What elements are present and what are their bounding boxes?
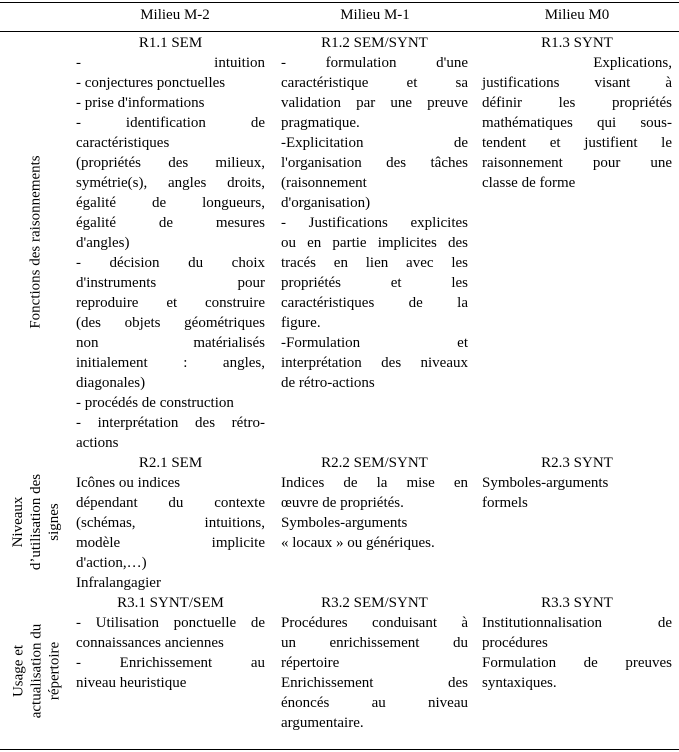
cell-line: argumentaire.: [281, 715, 364, 731]
cell-line: définir les propriétés: [482, 95, 672, 111]
cell-r1-3: [482, 33, 672, 193]
cell-line: un enrichissement du: [281, 635, 468, 651]
cell-line: syntaxiques.: [482, 675, 557, 691]
cell-line: mathématiques qui sous-: [482, 115, 672, 131]
cell-line: tendent et justifient le: [482, 135, 672, 151]
cell-title: R1.3 SYNT: [541, 35, 613, 51]
cell-line: - intuition: [76, 55, 265, 71]
cell-r1-2: [281, 33, 468, 393]
cell-line: caractéristique et sa: [281, 75, 468, 91]
cell-line: justifications visant à: [482, 75, 672, 91]
cell-line: tracés en lien avec les: [281, 255, 468, 271]
cell-line: raisonnement pour une: [482, 155, 672, 171]
cell-line: - conjectures ponctuelles: [76, 75, 226, 91]
column-header-milieu-m-1: Milieu M-1: [340, 7, 410, 23]
cell-line: d'instruments pour: [76, 275, 265, 291]
cell-line: figure.: [281, 315, 321, 331]
row-label-line: Niveaux: [10, 496, 26, 548]
cell-line: d'organisation): [281, 195, 371, 211]
cell-line: reproduire et construire: [76, 295, 265, 311]
row-label-line: actualisation du: [28, 623, 44, 718]
cell-line: - Enrichissement au: [76, 655, 265, 671]
cell-r3-1: [76, 593, 265, 693]
column-header-milieu-m-2: Milieu M-2: [140, 7, 210, 23]
cell-line: -Formulation et: [281, 335, 468, 351]
cell-line: Enrichissement des: [281, 675, 468, 691]
cell-r2-1: [76, 453, 265, 593]
cell-line: égalité de longueurs,: [76, 195, 265, 211]
row-label-line: d’utilisation des: [28, 473, 44, 571]
table-top-rule: [0, 2, 679, 3]
cell-line: œuvre de propriétés.: [281, 495, 404, 511]
cell-line: Symboles-arguments: [482, 475, 609, 491]
cell-line: Formulation de preuves: [482, 655, 672, 671]
cell-line: de rétro-actions: [281, 375, 375, 391]
row-label-line: Fonctions des raisonnements: [28, 155, 45, 329]
cell-line: répertoire: [281, 655, 340, 671]
cell-r2-2: [281, 453, 468, 553]
cell-line: propriétés et les: [281, 275, 468, 291]
cell-line: - procédés de construction: [76, 395, 234, 411]
cell-line: « locaux » ou génériques.: [281, 535, 435, 551]
cell-line: niveau heuristique: [76, 675, 187, 691]
cell-line: énoncés au niveau: [281, 695, 468, 711]
cell-line: actions: [76, 435, 119, 451]
cell-line: -Explicitation de: [281, 135, 468, 151]
cell-line: (des objets géométriques: [76, 315, 265, 331]
cell-title: R2.2 SEM/SYNT: [321, 455, 428, 471]
cell-title: R3.1 SYNT/SEM: [117, 595, 224, 611]
row-label-line: signes: [46, 503, 62, 541]
cell-line: pragmatique.: [281, 115, 360, 131]
cell-line: - Justifications explicites: [281, 215, 468, 231]
cell-r1-1: [76, 33, 265, 453]
row-label-line: répertoire: [46, 641, 62, 700]
cell-title: R1.2 SEM/SYNT: [321, 35, 428, 51]
cell-title: R1.1 SEM: [138, 35, 203, 51]
cell-line: caractéristiques: [76, 135, 170, 151]
cell-line: - identification de: [76, 115, 265, 131]
cell-line: Infralangagier: [76, 575, 161, 591]
row-label-fonctions: [0, 33, 72, 451]
cell-line: Institutionnalisation de: [482, 615, 672, 631]
cell-line: non matérialisés: [76, 335, 265, 351]
cell-line: égalité de mesures: [76, 215, 265, 231]
cell-title: R3.3 SYNT: [541, 595, 613, 611]
cell-line: l'organisation des tâches: [281, 155, 468, 171]
cell-title: R2.3 SYNT: [541, 455, 613, 471]
cell-line: validation par une preuve: [281, 95, 468, 111]
cell-line: initialement : angles,: [76, 355, 265, 371]
cell-line: - formulation d'une: [281, 55, 468, 71]
cell-line: - décision du choix: [76, 255, 265, 271]
cell-line: Icônes ou indices: [76, 475, 181, 491]
cell-line: d'action,…): [76, 555, 147, 571]
cell-line: dépendant du contexte: [76, 495, 265, 511]
cell-line: d'angles): [76, 235, 130, 251]
cell-line: formels: [482, 495, 528, 511]
cell-line: (raisonnement: [281, 175, 367, 191]
cell-line: interprétation des niveaux: [281, 355, 468, 371]
cell-line: modèle implicite: [76, 535, 265, 551]
cell-line: - Utilisation ponctuelle de: [76, 615, 265, 631]
row-label-niveaux: [0, 452, 72, 592]
cell-line: - interprétation des rétro-: [76, 415, 265, 431]
table-header-rule: [0, 31, 679, 32]
cell-r2-3: [482, 453, 672, 513]
cell-line: (schémas, intuitions,: [76, 515, 265, 531]
cell-line: Explications,: [593, 55, 672, 71]
cell-line: ou en partie implicites des: [281, 235, 468, 251]
cell-line: Symboles-arguments: [281, 515, 408, 531]
cell-line: connaissances anciennes: [76, 635, 224, 651]
cell-line: symétrie(s), angles droits,: [76, 175, 265, 191]
cell-r3-2: [281, 593, 468, 733]
cell-line: (propriétés des milieux,: [76, 155, 265, 171]
row-label-usage: [0, 593, 72, 748]
row-label-line: Usage et: [10, 644, 26, 697]
table-bottom-rule: [0, 749, 679, 750]
cell-r3-3: [482, 593, 672, 693]
cell-line: Indices de la mise en: [281, 475, 468, 491]
cell-line: - prise d'informations: [76, 95, 205, 111]
cell-line: caractéristiques de la: [281, 295, 468, 311]
column-header-milieu-m0: Milieu M0: [544, 7, 610, 23]
cell-line: procédures: [482, 635, 548, 651]
cell-title: R2.1 SEM: [138, 455, 203, 471]
cell-line: diagonales): [76, 375, 146, 391]
cell-line: Procédures conduisant à: [281, 615, 468, 631]
cell-title: R3.2 SEM/SYNT: [321, 595, 428, 611]
cell-line: classe de forme: [482, 175, 576, 191]
